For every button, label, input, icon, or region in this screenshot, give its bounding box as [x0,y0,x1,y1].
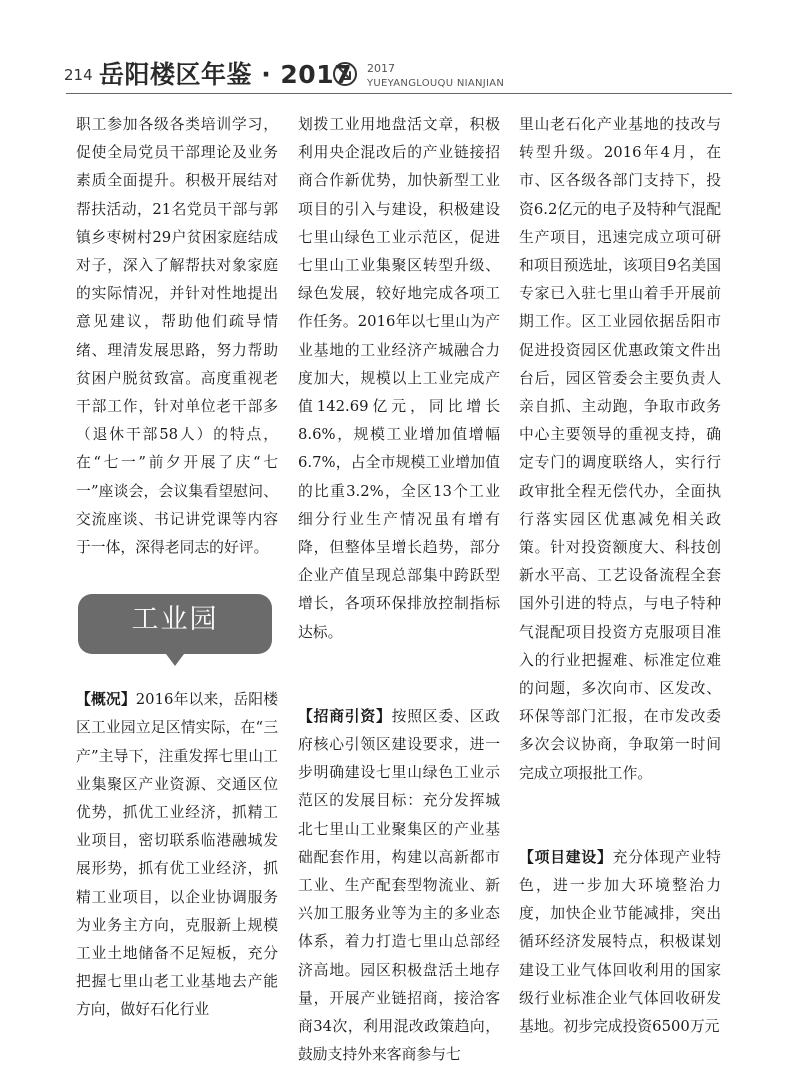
header-rule [66,93,732,94]
paragraph: 职工参加各级各类培训学习，促使全局党员干部理论及业务素质全面提升。积极开展结对帮扶活动，21名党员干部与郭镇乡枣树村29户贫困家庭结成对子，深入了解帮扶对象家庭的实际情况，并针对性地提出意见建议，帮助他们疏导情绪、理清发展思路，努力帮助贫困户脱贫致富。高度重视老干部工作，针对单位老干部多（退休干部58人）的特点，在“七一”前夕开展了庆“七一”座谈会，会议集看望慰问、交流座谈、书记讲党课等内容于一体，深得老同志的好评。 [76,116,278,557]
paragraph-text: 按照区委、区政府核心引领区建设要求，进一步明确建设七里山绿色工业示范区的发展目标：充分发挥城北七里山工业聚集区的产业基础配套作用，构建以高新都市工业、生产配套型物流业、新兴加工服务业等为主的多业态体系，着力打造七里山总部经济高地。园区积极盘活土地存量，开展产业链招商，接洽客商34次，利用混改政策趋向，鼓励支持外来客商参与七 [298,707,500,1064]
paragraph-text: 2016年以来，岳阳楼区工业园立足区情实际，在“三产”主导下，注重发挥七里山工业集聚区产业资源、交通区位优势，抓优工业经济，抓精工业项目，密切联系临港融城发展形势，抓有优工业经济，抓精工业项目，以企业协调服务为业务主方向，克服新上规模工业土地储备不足短板，充分把握七里山老工业基地去产能方向，做好石化行业 [76,691,278,1019]
header-pinyin-name: YUEYANGLOUQU NIANJIAN [367,78,505,89]
text-column-3 [519,111,721,1041]
circled-arrow-icon [332,61,358,91]
paragraph-text: 充分体现产业特色，进一步加大环境整治力度，加快企业节能减排，突出循环经济发展特点，积极谋划建设工业气体回收利用的国家级行业标准企业气体回收研发基地。初步完成投资6500万元 [519,848,721,1036]
page-number: 214 [64,66,93,84]
text-column-1 [76,111,278,1025]
paragraph-gap [519,788,721,844]
text-column-2 [298,111,500,1070]
paragraph-tag: 【招商引资】 [298,707,392,725]
header-year: 2017 [367,62,395,75]
paragraph: 划拨工业用地盘活文章，积极利用央企混改后的产业链接招商合作新优势，加快新型工业项目的引入与建设，积极建设七里山绿色工业示范区，促进七里山工业集聚区转型升级、绿色发展，较好地完成各项工作任务。2016年以七里山为产业基地的工业经济产城融合力度加大，规模以上工业完成产值142.69亿元，同比增长8.6%，规模工业增加值增幅6.7%，占全市规模工业增加值的比重3.2%，全区13个工业细分行业生产情况虽有增有降，但整体呈增长趋势，部分企业产值呈现总部集中跨跃型增长，各项环保排放控制指标达标。 [298,116,500,641]
section-heading [78,594,272,654]
page-header [0,0,793,100]
section-title: 工业园 [131,604,219,636]
paragraph-gap [298,647,500,703]
paragraph: 里山老石化产业基地的技改与转型升级。2016年4月，在市、区各级各部门支持下，投资6.2亿元的电子及特种气混配生产项目，迅速完成立项可研和项目预选址，该项目9名美国专家已入驻七里山着手开展前期工作。区工业园依据岳阳市促进投资园区优惠政策文件出台后，园区管委会主要负责人亲自抓、主动跑，争取市政务中心主要领导的重视支持，确定专门的调度联络人，实行行政审批全程无偿代办，全面执行落实园区优惠减免相关政策。针对投资额度大、科技创新水平高、工艺设备流程全套国外引进的特点，与电子特种气混配项目投资方克服项目准入的行业把握难、标准定位难的问题，多次向市、区发改、环保等部门汇报，在市发改委多次会议协商，争取第一时间完成立项报批工作。 [519,116,721,782]
book-title: 岳阳楼区年鉴 · 2017 [99,60,352,89]
paragraph-tag: 【概况】 [76,691,136,709]
paragraph-tag: 【项目建设】 [519,848,613,866]
paragraph [519,844,721,1041]
paragraph [76,686,278,1024]
paragraph [298,703,500,1070]
